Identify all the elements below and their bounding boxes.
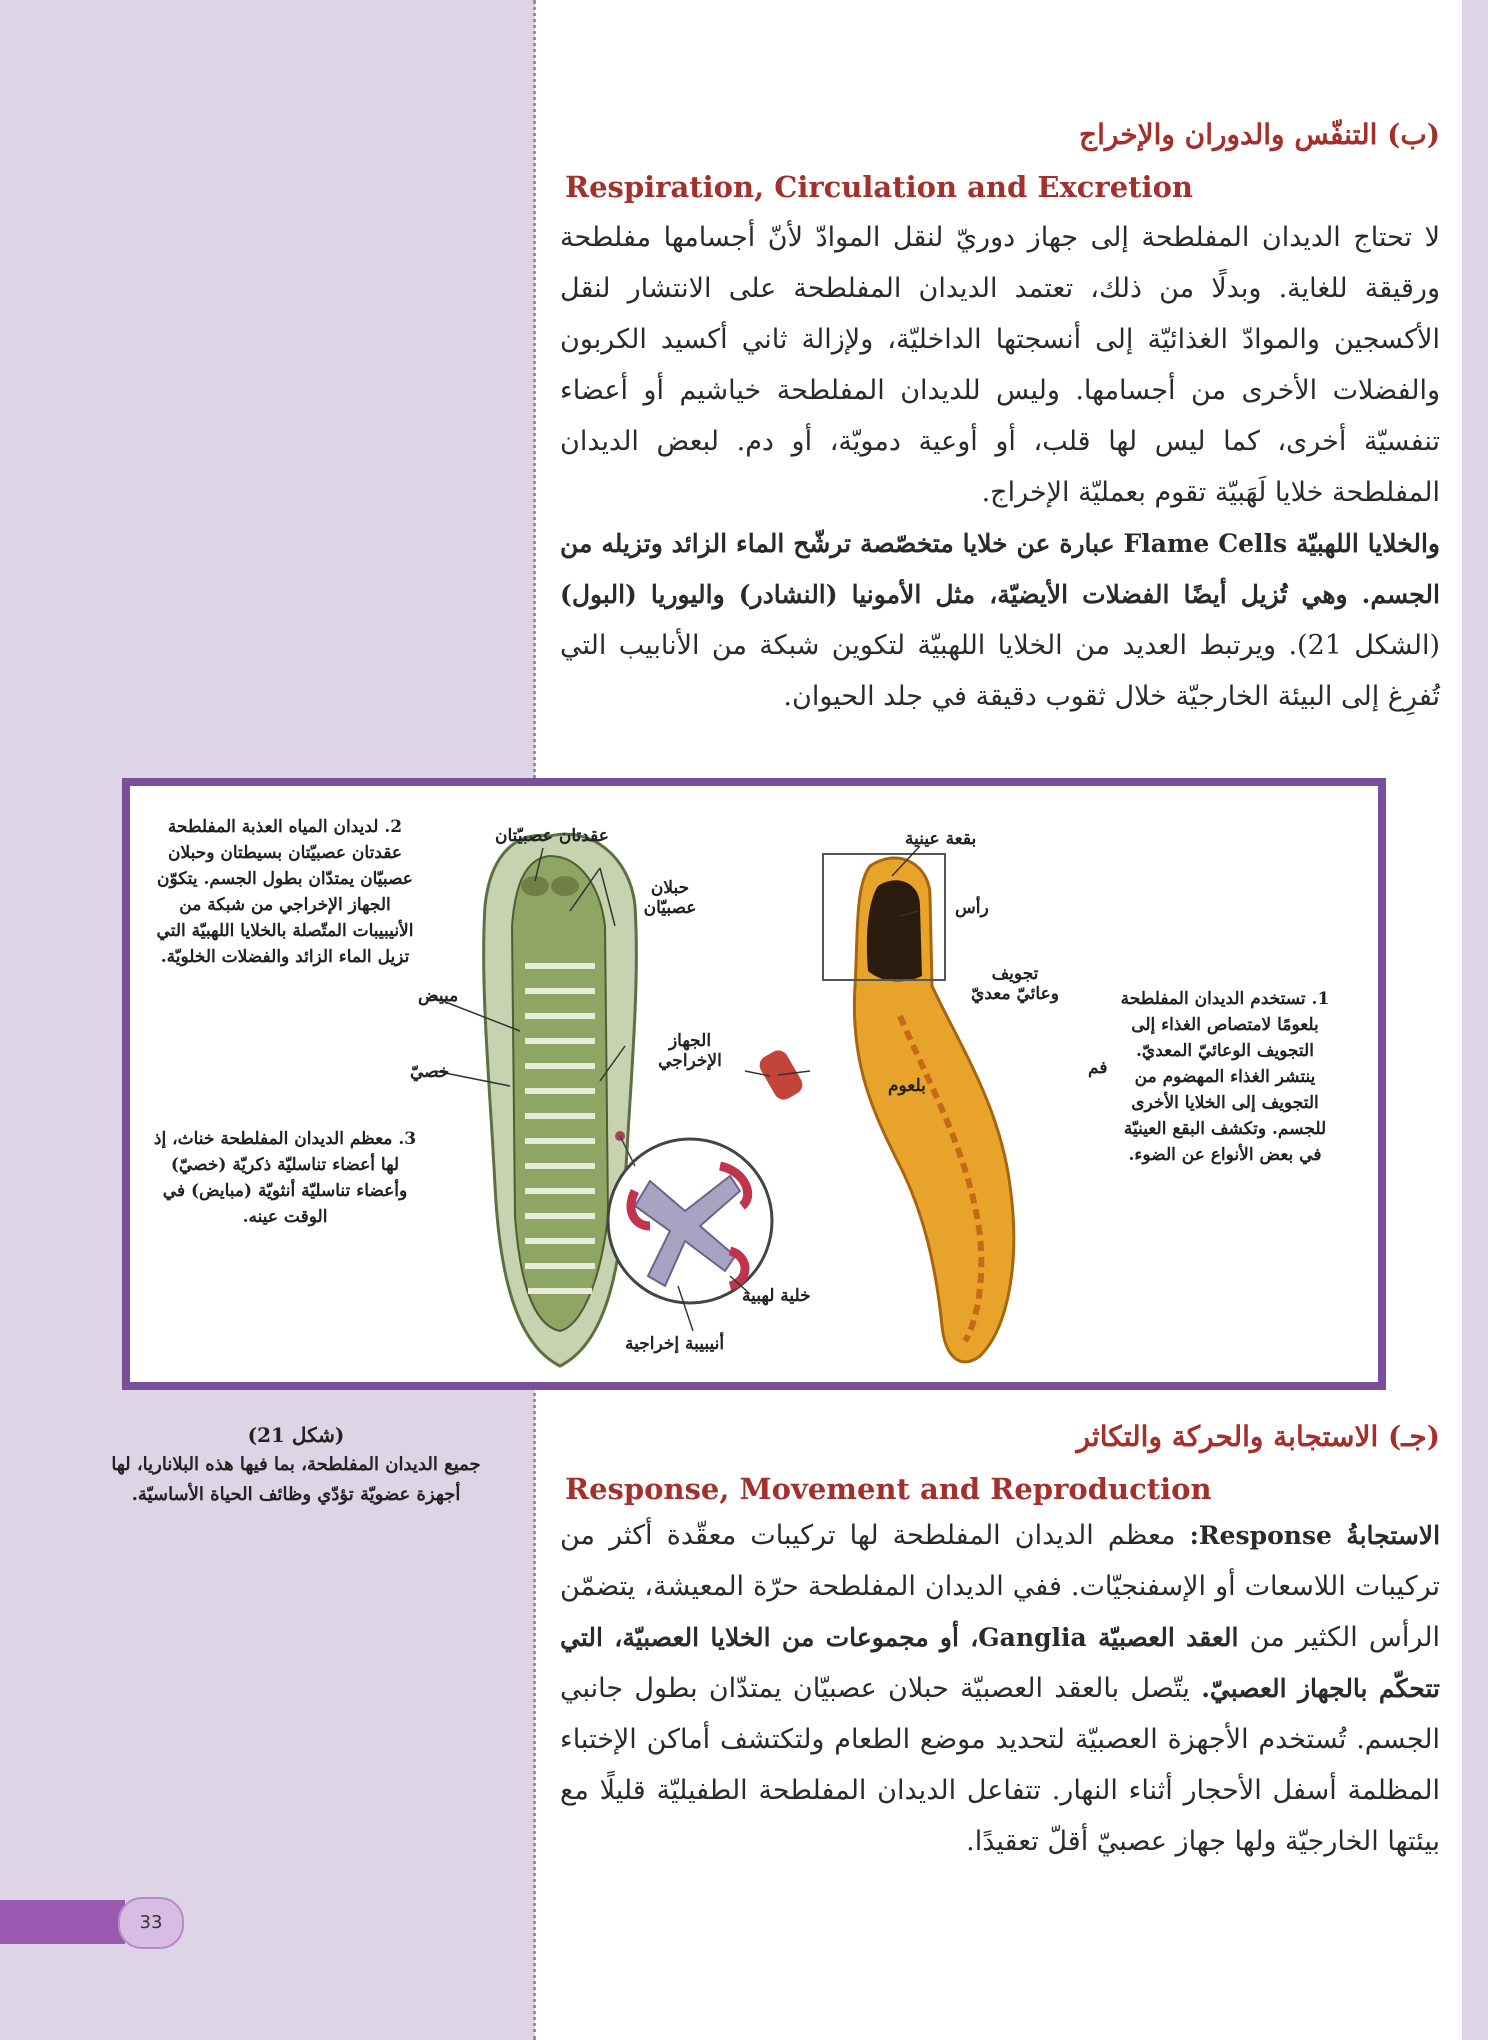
label-mouth: فم — [1088, 1058, 1108, 1078]
label-gastrovascular-cavity: تجويف وعائيّ معديّ — [971, 964, 1059, 1004]
ganglion-right — [551, 876, 579, 896]
section-b-paragraph — [560, 212, 1440, 722]
section-c-title-ar: (جـ) الاستجابة والحركة والتكاثر — [1076, 1420, 1440, 1453]
page-edge-strip — [1462, 0, 1488, 2040]
section-b-title-en: Respiration, Circulation and Excretion — [565, 170, 1194, 204]
label-testis: خصيّ — [410, 1062, 450, 1082]
section-c-bold-ganglia: العقد العصبيّة Ganglia، أو مجموعات من الخلايا العصبيّة، التي تتحكّم بالجهاز العصبيّ. — [560, 1623, 1440, 1703]
section-c-title-en: Response, Movement and Reproduction — [565, 1472, 1212, 1506]
label-excretory-system: الجهاز الإخراجي — [658, 1031, 722, 1071]
label-ganglia: عقدتان عصبيّتان — [495, 826, 609, 846]
page-number: 33 — [118, 1897, 184, 1949]
label-nerve-cords: حبلان عصبيّان — [643, 878, 697, 918]
figure-caption-2: 2. لديدان المياه العذبة المفلطحة عقدتان عصبيّتان بسيطتان وحبلان عصبيّان يمتدّان بطول الجسم. يتكوّن الجهاز الإخراجي من شبكة من الأنيبيبات المتّصلة بالخلايا اللهبيّة التي تزيل الماء الزائد والفضلات الخلويّة. — [156, 817, 414, 967]
label-ovary: مبيض — [418, 986, 459, 1006]
label-excretory-tubule: أنيبيبة إخراجية — [625, 1334, 725, 1354]
response-term: الاستجابةُ Response: — [1189, 1521, 1441, 1550]
label-flame-cell: خلية لهبية — [742, 1286, 811, 1306]
worm-head-dark — [867, 880, 922, 981]
section-c-text2: يتّصل بالعقد العصبيّة حبلان عصبيّان يمتدّان بطول جانبي الجسم. تُستخدم الأجهزة العصبيّة لتحديد موضع الطعام ولتكتشف أماكن الإختباء المظلمة أسفل الأحجار أثناء النهار. تتفاعل الديدان المفلطحة الطفيليّة قليلًا مع بيئتها الخارجيّة ولها جهاز عصبيّ أقلّ تعقيدًا. — [560, 1673, 1440, 1857]
section-b-para2-rest: (الشكل 21). ويرتبط العديد من الخلايا اللهبيّة لتكوين شبكة من الأنابيب التي تُفرِغ إلى البيئة الخارجيّة خلال ثقوب دقيقة في جلد الحيوان. — [560, 630, 1440, 712]
figure-21-text: جميع الديدان المفلطحة، بما فيها هذه البلاناريا، لها أجهزة عضويّة تؤدّي وظائف الحياة الأساسيّة. — [111, 1454, 481, 1505]
section-b-para1: لا تحتاج الديدان المفلطحة إلى جهاز دوريّ لنقل الموادّ لأنّ أجسامها مفلطحة ورقيقة للغاية. وبدلًا من ذلك، تعتمد الديدان المفلطحة على الانتشار لنقل الأكسجين والموادّ الغذائيّة إلى أنسجتها الداخليّة، ولإزالة ثاني أكسيد الكربون والفضلات الأخرى من أجسامها. وليس للديدان المفلطحة خياشيم أو أعضاء تنفسيّة أخرى، كما ليس لها قلب، أو أوعية دمويّة، أو دم. لبعض الديدان المفلطحة خلايا لَهَبيّة تقوم بعمليّة الإخراج. — [560, 222, 1440, 508]
label-head: رأس — [955, 898, 989, 918]
label-eyespot: بقعة عينية — [905, 829, 977, 849]
page-number-bar — [0, 1900, 125, 1944]
section-c-text1: معظم الديدان المفلطحة لها تركيبات معقّدة أكثر من تركيبات اللاسعات أو الإسفنجيّات. ففي الديدان المفلطحة حرّة المعيشة، يتضمّن الرأس الكثير من — [560, 1520, 1440, 1653]
figure-caption-3: 3. معظم الديدان المفلطحة خناث، إذ لها أعضاء تناسليّة ذكريّة (خصيّ) وأعضاء تناسليّة أنثويّة (مبايض) في الوقت عينه. — [153, 1129, 417, 1227]
figure-21-frame — [122, 778, 1386, 1390]
section-b-para2-bold: والخلايا اللهبيّة Flame Cells عبارة عن خلايا متخصّصة ترشّح الماء الزائد وتزيله من الجسم. وهي تُزيل أيضًا الفضلات الأيضيّة، مثل الأمونيا (النشادر) واليوريا (البول) — [560, 529, 1440, 609]
figure-21-number: (شكل 21) — [247, 1423, 345, 1447]
figure-caption-1: 1. تستخدم الديدان المفلطحة بلعومًا لامتصاص الغذاء إلى التجويف الوعائيّ المعديّ. ينتشر الغذاء المهضوم من التجويف إلى الخلايا الأخرى للجسم. وتكشف البقع العينيّة في بعض الأنواع عن الضوء. — [1120, 989, 1330, 1165]
section-c-paragraph — [560, 1510, 1440, 1867]
figure-21-caption — [96, 1420, 496, 1510]
section-b-title-ar: (ب) التنفّس والدوران والإخراج — [1079, 118, 1440, 151]
label-pharynx: بلعوم — [888, 1076, 926, 1096]
